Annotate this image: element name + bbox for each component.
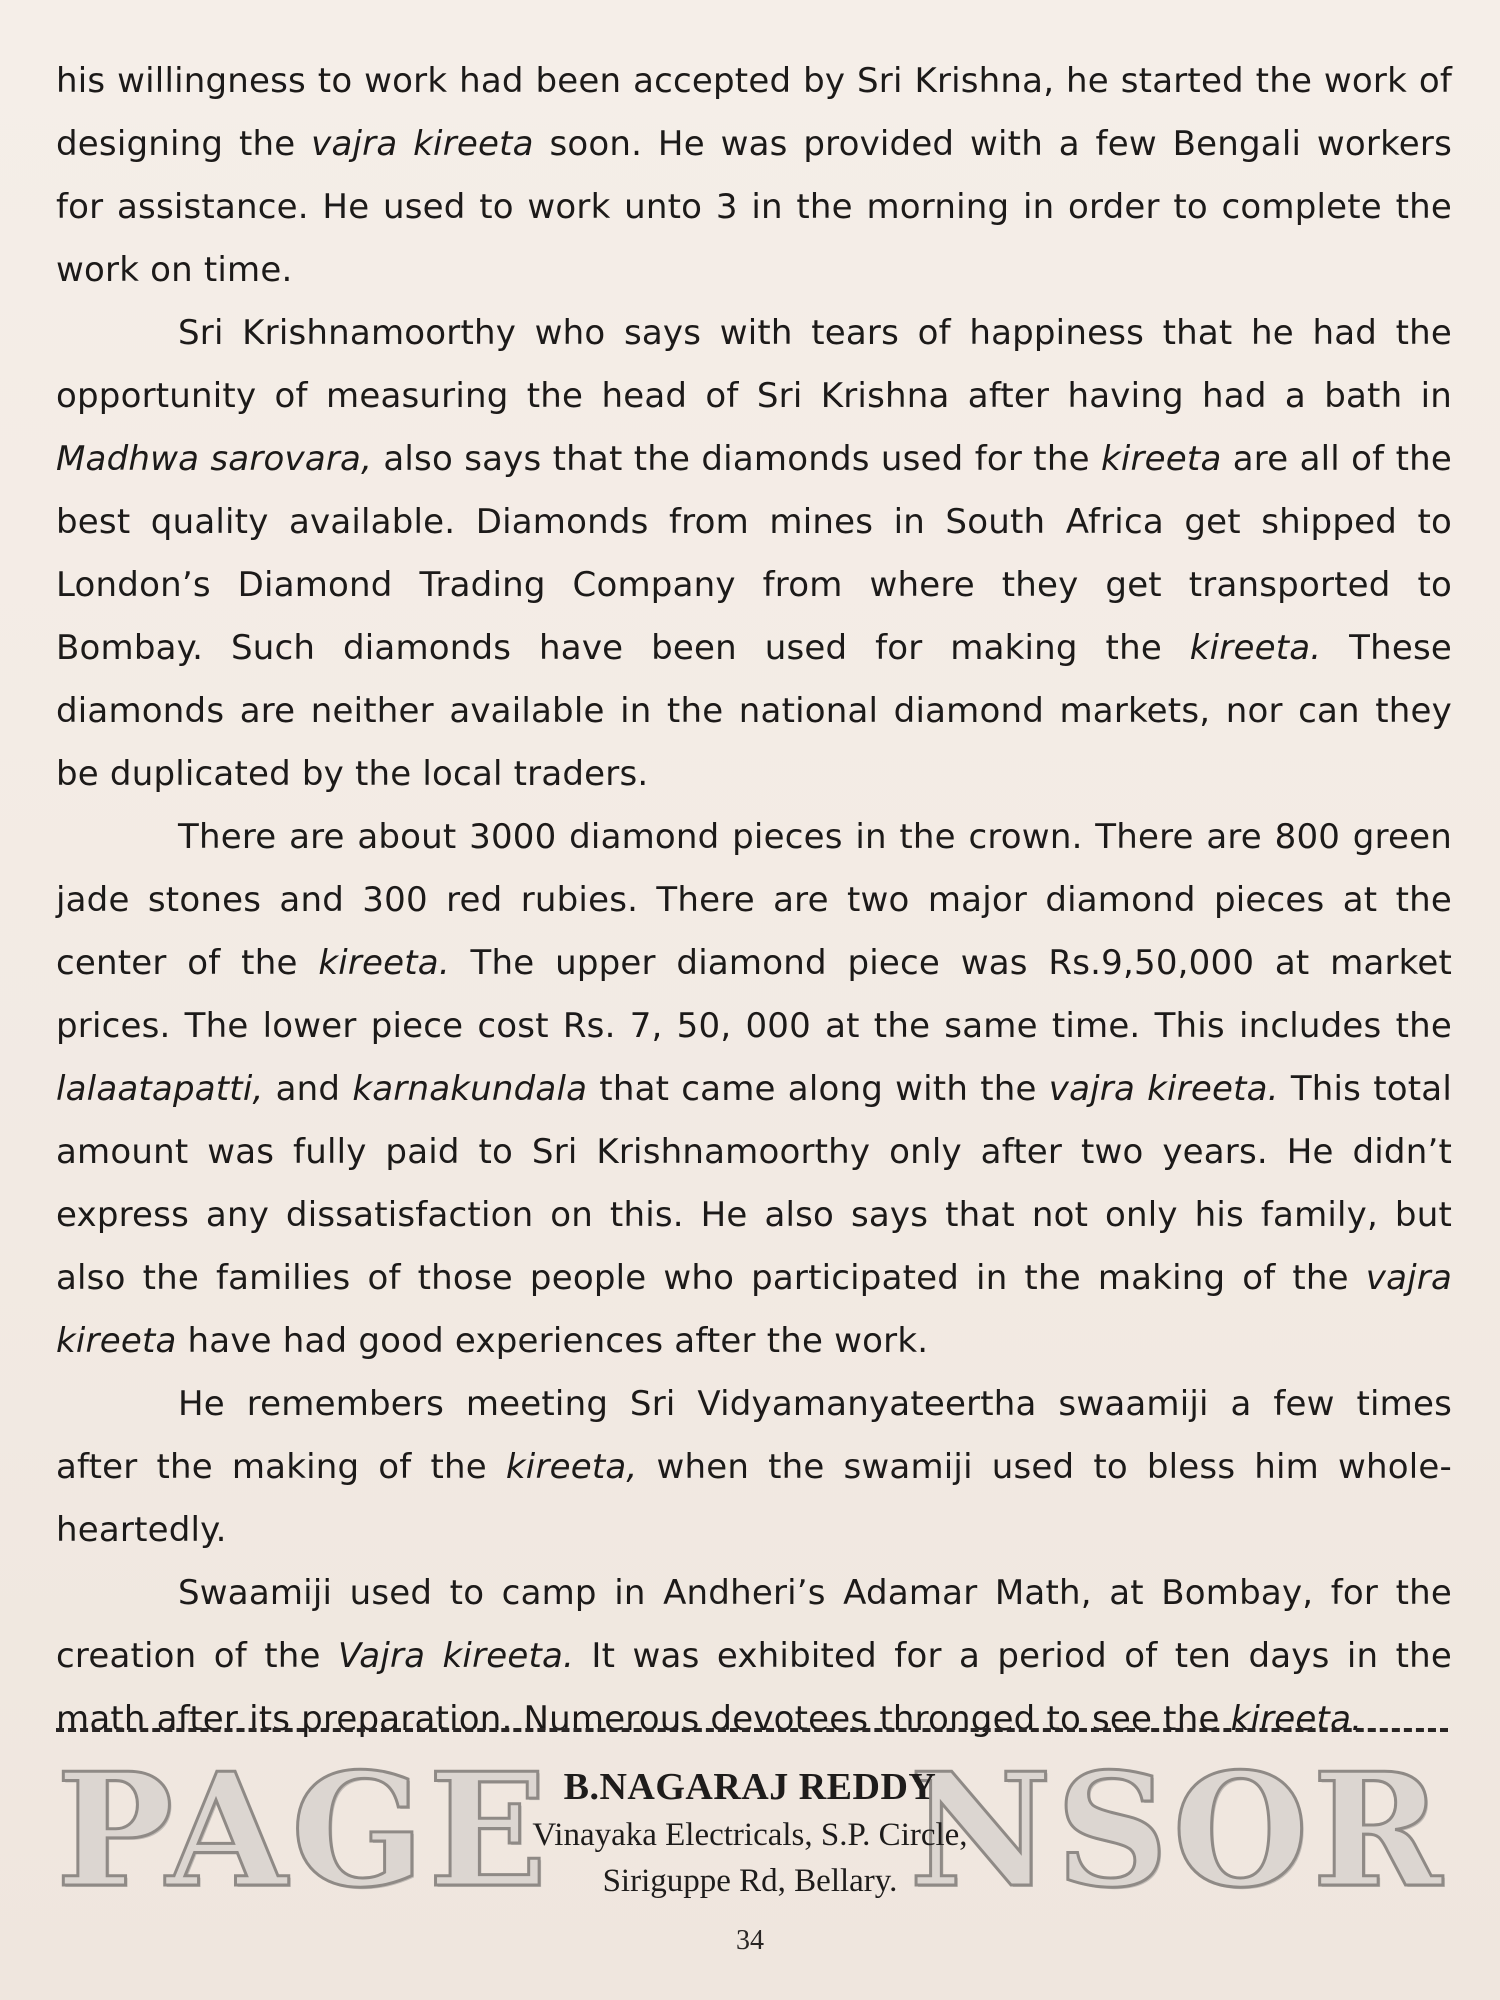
paragraph: [56, 806, 1452, 1373]
text-run: when the swamiji used to bless him whole-heartedly.: [56, 1447, 1452, 1550]
text-run: also says that the diamonds used for the: [372, 439, 1101, 479]
sponsor-address-line-1: Vinayaka Electricals, S.P. Circle,: [532, 1817, 968, 1853]
italic-term: kireeta.: [1230, 1699, 1363, 1739]
watermark-left-text: PAGE: [56, 1738, 552, 1922]
text-run: It was exhibited for a period of ten days in the math after its preparation. Numerous devotees thronged to see the: [56, 1636, 1453, 1739]
text-run: are all of the best quality available. Diamonds from mines in South Africa get shipped to London’s Diamond Trading Company from where they get transported to Bombay. Such diamonds have been used for making the: [56, 439, 1452, 668]
italic-term: vajra kireeta.: [1048, 1069, 1279, 1109]
sponsor-info: [420, 1762, 1080, 1904]
text-run: have had good experiences after the work.: [176, 1321, 929, 1361]
text-run: There are about 3000 diamond pieces in the crown. There are 800 green jade stones and 300 red rubies. There are two major diamond pieces at the center of the: [56, 817, 1452, 983]
italic-term: kireeta: [1100, 439, 1222, 479]
paragraph: [56, 50, 1452, 302]
text-run: This total amount was fully paid to Sri Krishnamoorthy only after two years. He didn’t express any dissatisfaction on this. He also says that not only his family, but also the families of those people who participated in the making of the: [56, 1069, 1452, 1298]
italic-term: lalaatapatti,: [56, 1069, 264, 1109]
italic-term: vajra kireeta: [311, 124, 534, 164]
article-body: [56, 50, 1452, 1751]
text-run: that came along with the: [587, 1069, 1049, 1109]
text-run: and: [263, 1069, 353, 1109]
paragraph: [56, 302, 1452, 806]
italic-term: kireeta,: [505, 1447, 638, 1487]
italic-term: kireeta.: [1189, 628, 1322, 668]
page-number: 34: [736, 1925, 764, 1956]
text-run: soon. He was provided with a few Bengali workers for assistance. He used to work unto 3 in the morning in order to complete the work on time.: [56, 124, 1452, 290]
text-run: Sri Krishnamoorthy who says with tears of happiness that he had the opportunity of measuring the head of Sri Krishna after having had a bath in: [56, 313, 1452, 416]
italic-term: kireeta.: [318, 943, 450, 983]
sponsor-name: B.NAGARAJ REDDY: [563, 1766, 937, 1808]
text-run: He remembers meeting Sri Vidyamanyateertha swaamiji a few times after the making of the: [56, 1384, 1452, 1487]
italic-term: Madhwa sarovara,: [56, 439, 373, 479]
text-run: These diamonds are neither available in the national diamond markets, nor can they be duplicated by the local traders.: [56, 628, 1452, 794]
sponsor-address-line-2: Siriguppe Rd, Bellary.: [602, 1863, 898, 1899]
text-run: Swaamiji used to camp in Andheri’s Adamar Math, at Bombay, for the creation of the: [56, 1573, 1452, 1676]
italic-term: Vajra kireeta.: [338, 1636, 575, 1676]
paragraph: [56, 1373, 1452, 1562]
paragraph: [56, 1562, 1452, 1751]
italic-term: vajra kireeta: [56, 1258, 1452, 1361]
dashed-divider: [56, 1728, 1448, 1732]
text-run: his willingness to work had been accepted by Sri Krishna, he started the work of designing the: [56, 61, 1452, 164]
text-run: The upper diamond piece was Rs.9,50,000 at market prices. The lower piece cost Rs. 7, 50, 000 at the same time. This includes the: [56, 943, 1453, 1046]
watermark-right-text: NSOR: [909, 1738, 1446, 1922]
italic-term: karnakundala: [352, 1069, 588, 1109]
